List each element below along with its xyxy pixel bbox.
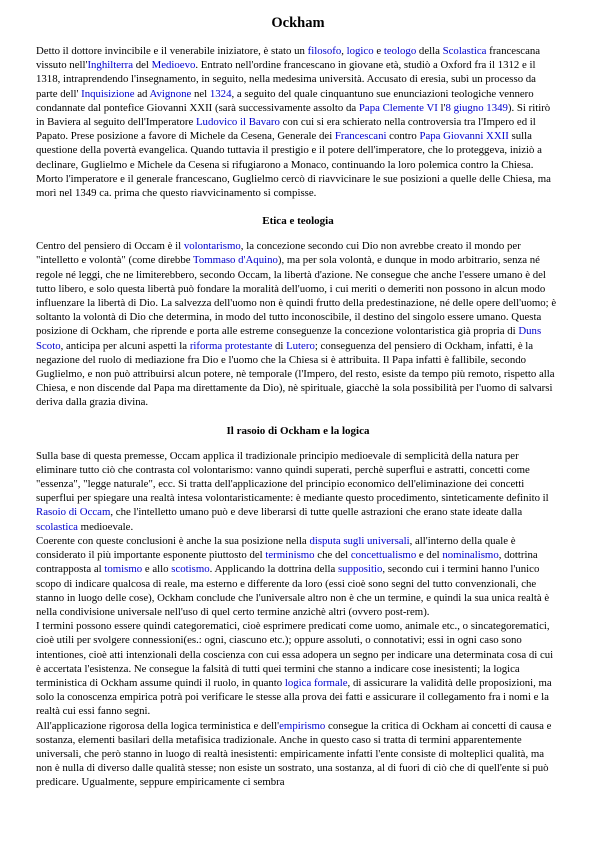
text-run: contro xyxy=(386,130,420,143)
article-link[interactable]: logica formale xyxy=(284,676,348,689)
text-run: e del xyxy=(416,549,443,562)
text-run: di xyxy=(272,339,287,352)
text-run: ). Si ritirò in Baviera al seguito dell'Imperatore xyxy=(36,101,551,129)
article-link[interactable]: concettualismo xyxy=(350,549,417,562)
article-link[interactable]: Inquisizione xyxy=(81,87,135,100)
article-link[interactable]: riforma protestante xyxy=(189,339,273,352)
article-link[interactable]: Medioevo xyxy=(151,59,196,72)
article-link[interactable]: Scolastica xyxy=(442,45,487,57)
text-run: Centro del pensiero di Occam è il xyxy=(36,240,184,253)
article-link[interactable]: 8 giugno 1349 xyxy=(445,101,508,114)
article-link[interactable]: disputa sugli universali xyxy=(309,534,410,547)
article-link[interactable]: Rasoio di Occam xyxy=(36,506,111,519)
text-run: , anticipa per alcuni aspetti la xyxy=(60,339,190,352)
article-link[interactable]: nominalismo xyxy=(442,549,499,562)
text-run: e xyxy=(373,45,384,57)
text-run: consegue la critica di Ockham ai concetti di causa e sostanza, elementi basilari della metafisica tradizionale. Anche in questo caso si tratta di termini apparentemente universali, che però stanno in luogo di realtà inesistenti: empiricamente infatti l'ente consiste di molteplici qualità, ma non è nulla di diverso dalle qualità stesse; non esiste un sostrato, una sostanza, al di fuori di ciò che di quell'ente si può predicare. Ugualmente, seppure empiricamente ci sembra xyxy=(36,719,552,789)
text-run: Coerente con queste conclusioni è anche la sua posizione nella xyxy=(36,534,310,547)
article-link[interactable]: empirismo xyxy=(279,719,326,732)
article-body xyxy=(36,44,560,790)
text-run: All'applicazione rigorosa della logica terministica e dell' xyxy=(36,719,280,732)
text-run: , a seguito del quale cinquantuno sue enunciazioni teologiche vennero condannate dal pontefice Giovanni XXII (sarà successivamente assolto da xyxy=(36,87,534,114)
text-run: nel xyxy=(191,87,210,100)
text-run: Sulla base di questa premesse, Occam applica il tradizionale principio medioevale di semplicità della natura per eliminare tutto ciò che contrasta col volontarismo: vanno quindi superati, perchè superflui e astratti, concetti come "essenza", "legge naturale", ecc. Si tratta dell'applicazione del principio economico dell'eliminazione dei concetti superflui per spiegare una realtà intesa volontaristicamente: è mediante questo procedimento, sinteticamente definito il xyxy=(36,449,549,505)
text-run: , all'interno della quale è considerato il più importante esponente piuttosto del xyxy=(36,534,516,562)
text-run: , la concezione secondo cui Dio non avrebbe creato il mondo per "intelletto e volontà" (come direbbe xyxy=(36,240,521,267)
text-run: ad xyxy=(134,87,150,100)
article-link[interactable]: suppositio xyxy=(337,563,383,576)
article-link[interactable]: volontarismo xyxy=(183,240,241,253)
text-run: , dottrina contrapposta al xyxy=(36,549,538,576)
text-run: Detto il dottore invincibile e il venerabile iniziatore, è stato un xyxy=(36,45,308,57)
text-run: I termini possono essere quindi categorematici, cioè esprimere predicati come uomo, animale etc., o sincategorematici, cioè utili per svolgere connessioni(es.: ogni, ciascuno etc.); oppure assoluti, o connotativi; essi in ogni caso sono intentiones, cioè atti intenzionali della coscienza con cui essa adopera un segno per indicare una determinata cosa di cui è accertata l'esistenza. Ne consegue la falsità di tutti quei termini che stanno a indicare cose inesistenti; la logica terministica di Ockham assume quindi il ruolo, in quanto xyxy=(36,620,554,689)
text-run: e allo xyxy=(142,563,172,576)
article-link[interactable]: Inghilterra xyxy=(87,59,134,72)
article-link[interactable]: Tommaso d'Aquino xyxy=(193,254,278,267)
text-run: , secondo cui i termini hanno l'unico scopo di indicare qualcosa di reale, ma esterno e differente da loro (essi cioè sono segni del tutto convenzionali, che stanno in luogo delle cose), Ockham conclude che l'universale altro non è che un termine, e quindi la sua unica realtà è nella condivisione universale nell'uso di quel certo termine anzichè altri (ovvero post-rem). xyxy=(36,563,550,618)
paragraph xyxy=(36,619,560,718)
section-heading: Etica e teologia xyxy=(262,215,334,228)
paragraph xyxy=(36,239,560,409)
article-link[interactable]: scolastica xyxy=(36,520,78,533)
article-link[interactable]: scotismo xyxy=(171,563,210,576)
article-link[interactable]: Ludovico il Bavaro xyxy=(195,116,280,129)
article-link[interactable]: tomismo xyxy=(104,563,143,576)
text-run: del xyxy=(133,59,152,72)
text-run: , di assicurare la validità delle proposizioni, ma solo la conoscenza empirica potrà poi verificare le stesse alla prova dei fatti e assicurare il collegamento fra i nomi e la realtà cui essi fanno segni. xyxy=(36,676,552,718)
text-run: francescana vissuto nell' xyxy=(36,45,541,72)
article-link[interactable]: Avignone xyxy=(149,87,192,100)
article-link[interactable]: Papa Giovanni XXII xyxy=(419,130,509,143)
section-heading: Il rasoio di Ockham e la logica xyxy=(226,424,370,437)
article-link[interactable]: Duns Scoto xyxy=(36,325,542,352)
article-link[interactable]: Lutero xyxy=(286,339,315,352)
paragraph xyxy=(36,44,560,200)
text-run: . Entrato nell'ordine francescano in giovane età, studiò a Oxford fra il 1312 e il 1318, intraprendendo l'insegnamento, in seguito, nella medesima università. Accusato di eresia, subì un processo da parte dell' xyxy=(36,59,536,100)
text-run: che del xyxy=(314,549,351,562)
article-link[interactable]: Francescani xyxy=(334,130,387,143)
article-link[interactable]: 1324 xyxy=(209,87,232,100)
paragraph xyxy=(36,534,560,619)
article-link[interactable]: filosofo xyxy=(307,45,342,57)
article-link[interactable]: teologo xyxy=(383,45,417,57)
text-run: , xyxy=(341,45,347,57)
text-run: ), ma per sola volontà, e dunque in modo arbitrario, senza né regole né leggi, che ne limiterebbero, secondo Occam, la libertà d'azione. Ne consegue che anche l'essere umano è del tutto libero, e solo questa libertà può fondare la moralità dell'uomo, i cui meriti o demeriti non possono in alcun modo influenzare la libertà di Dio. La salvezza dell'uomo non è quindi frutto della predestinazione, né delle opere dell'uomo; è soltanto la volontà di Dio che determina, in modo del tutto inconoscibile, il destino del singolo essere umano. Questa posizione di Ockham, che riprende e porta alle estreme conseguenze la concezione volontaristica già propria di xyxy=(36,254,557,338)
text-run: , che l'intelletto umano può e deve liberarsi di tutte quelle astrazioni che erano state ideate dalla xyxy=(110,506,523,519)
text-run: della xyxy=(416,45,443,57)
text-run: con cui si era schierato nella controversia tra l'Impero ed il Papato. Prese posizione a favore di Michele da Cesena, Generale dei xyxy=(36,116,536,143)
article-link[interactable]: logico xyxy=(346,45,374,57)
article-link[interactable]: Papa Clemente VI xyxy=(358,101,438,114)
page-title: Ockham xyxy=(271,15,325,31)
text-run: . Applicando la dottrina della xyxy=(209,563,338,576)
paragraph xyxy=(36,719,560,790)
text-run: l' xyxy=(437,101,446,114)
text-run: sulla questione della povertà evangelica. Quando tuttavia il prestigio e il potere dell'imperatore, che lo proteggeva, iniziò a declinare, Guglielmo e Michele da Cesena si rifugiarono a Monaco, continuando la loro polemica contro la Chiesa. Morto l'imperatore e il generale francescano, Guglielmo cercò di riavvicinare le sue posizioni a quelle delle Chiesa, ma morì nel 1349 ca. prima che questo riavvicinamento si compisse. xyxy=(36,130,551,200)
text-run: medioevale. xyxy=(77,520,134,533)
article-link[interactable]: terminismo xyxy=(265,549,315,562)
text-run: ; conseguenza del pensiero di Ockham, infatti, è la negazione del ruolo di mediazione fra Dio e l'uomo che la Chiesa si è attribuita. Il Papa infatti è fallibile, secondo Guglielmo, e non può attribuirsi alcun potere, nè temporale (l'Impero, del resto, esiste da tempo più remoto, rispetto alla Chiesa, e non discende dal Papa ma direttamente da Dio), nè spirituale, giacchè la sola possibilità per l'uomo di salvarsi deriva dalla grazia divina. xyxy=(36,339,555,409)
paragraph xyxy=(36,449,560,534)
